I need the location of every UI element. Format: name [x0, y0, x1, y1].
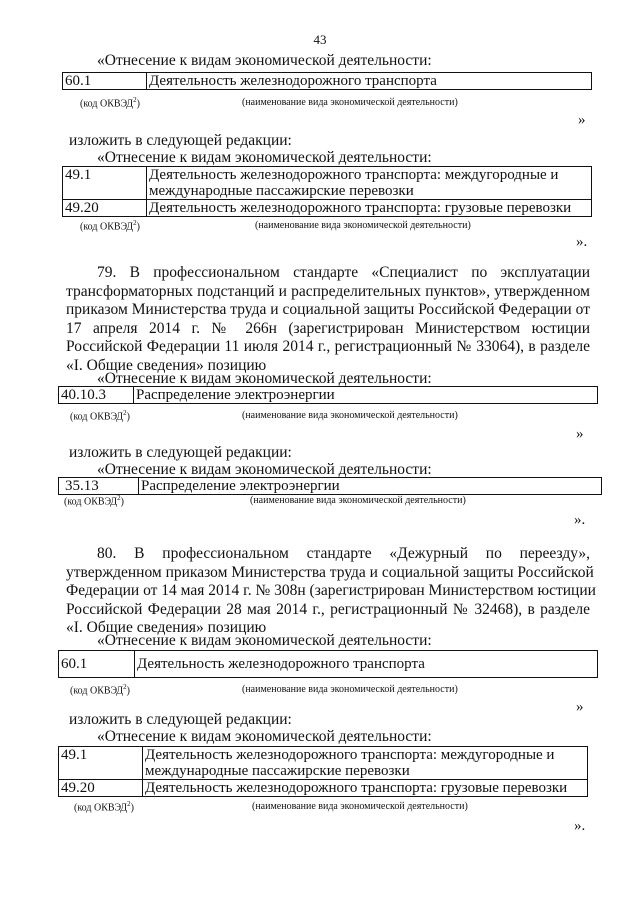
- okved-name: Распределение электроэнергии: [134, 387, 598, 404]
- code-caption: (код ОКВЭД$^2$): [80, 219, 140, 233]
- page-number: 43: [313, 32, 327, 47]
- okved-table: [58, 650, 598, 678]
- new-edition-label: изложить в следующей редакции:: [69, 444, 292, 461]
- okved-table: [58, 386, 598, 404]
- okved-code: 60.1: [59, 651, 135, 678]
- okved-name: Распределение электроэнергии: [139, 478, 602, 495]
- name-caption: (наименование вида экономической деятельности): [255, 220, 471, 231]
- item-79-paragraph: 79. В профессиональном стандарте «Специалист по эксплуатации трансформаторных подстанций и распределительных пунктов», утвержденном приказом Министерства труда и социальной защиты Российской Федерации от 17 апреля 2014 г. № 266н (зарегистрирован Министерством юстиции Российской Федерации 11 июля 2014 г., регистрационный № 33064), в разделе «I. Общие сведения» позицию: [66, 264, 590, 374]
- okved-name: Деятельность железнодорожного транспорта: междугородные и международные пассажирские перевозки: [147, 167, 592, 200]
- code-caption: (код ОКВЭД$^2$): [74, 800, 134, 814]
- quote-close: ».: [576, 234, 588, 250]
- section-header: «Отнесение к видам экономической деятельности:: [97, 370, 432, 387]
- okved-name: Деятельность железнодорожного транспорта: междугородные и международные пассажирские перевозки: [143, 747, 588, 780]
- quote-close: ».: [574, 818, 586, 834]
- okved-table: [62, 166, 592, 217]
- table-row: [63, 200, 592, 217]
- new-edition-label: изложить в следующей редакции:: [69, 711, 292, 728]
- code-caption: (код ОКВЭД$^2$): [64, 494, 124, 508]
- okved-name: Деятельность железнодорожного транспорта: [135, 651, 598, 678]
- quote-close: »: [576, 699, 584, 715]
- quote-close: »: [578, 112, 586, 128]
- okved-code: 49.20: [63, 200, 147, 217]
- table-row: [59, 780, 588, 797]
- code-caption: (код ОКВЭД$^2$): [70, 683, 130, 697]
- section-header: «Отнесение к видам экономической деятельности:: [97, 52, 432, 69]
- table-row: [63, 73, 592, 90]
- okved-code: 40.10.3: [59, 387, 134, 404]
- okved-table: [62, 72, 592, 90]
- section-header: «Отнесение к видам экономической деятельности:: [97, 632, 432, 649]
- table-row: [59, 747, 588, 780]
- table-row: [59, 387, 598, 404]
- name-caption: (наименование вида экономической деятельности): [250, 495, 466, 506]
- section-header: «Отнесение к видам экономической деятельности:: [97, 149, 432, 166]
- new-edition-label: изложить в следующей редакции:: [69, 132, 292, 149]
- code-caption: (код ОКВЭД$^2$): [70, 409, 130, 423]
- okved-table: [58, 477, 602, 495]
- okved-table: [58, 746, 588, 797]
- okved-code: 49.1: [63, 167, 147, 200]
- table-row: [59, 478, 602, 495]
- okved-name: Деятельность железнодорожного транспорта: грузовые перевозки: [147, 200, 592, 217]
- table-row: [63, 167, 592, 200]
- name-caption: (наименование вида экономической деятельности): [242, 97, 458, 108]
- table-row: [59, 651, 598, 678]
- section-header: «Отнесение к видам экономической деятельности:: [97, 461, 432, 478]
- okved-name: Деятельность железнодорожного транспорта: грузовые перевозки: [143, 780, 588, 797]
- okved-code: 49.20: [59, 780, 143, 797]
- code-caption: (код ОКВЭД$^2$): [80, 96, 140, 110]
- okved-name: Деятельность железнодорожного транспорта: [147, 73, 592, 90]
- name-caption: (наименование вида экономической деятельности): [242, 410, 458, 421]
- item-80-paragraph: 80. В профессиональном стандарте «Дежурный по переезду», утвержденном приказом Министерства труда и социальной защиты Российской Федерации от 14 мая 2014 г. № 308н (зарегистрирован Министерством юстиции Российской Федерации 28 мая 2014 г., регистрационный № 32468), в разделе «I. Общие сведения» позицию: [66, 545, 596, 636]
- okved-code: 49.1: [59, 747, 143, 780]
- name-caption: (наименование вида экономической деятельности): [252, 801, 468, 812]
- section-header: «Отнесение к видам экономической деятельности:: [97, 728, 432, 745]
- okved-code: 35.13: [59, 478, 139, 495]
- name-caption: (наименование вида экономической деятельности): [242, 684, 458, 695]
- quote-close: »: [576, 426, 584, 442]
- okved-code: 60.1: [63, 73, 147, 90]
- quote-close: ».: [574, 512, 586, 528]
